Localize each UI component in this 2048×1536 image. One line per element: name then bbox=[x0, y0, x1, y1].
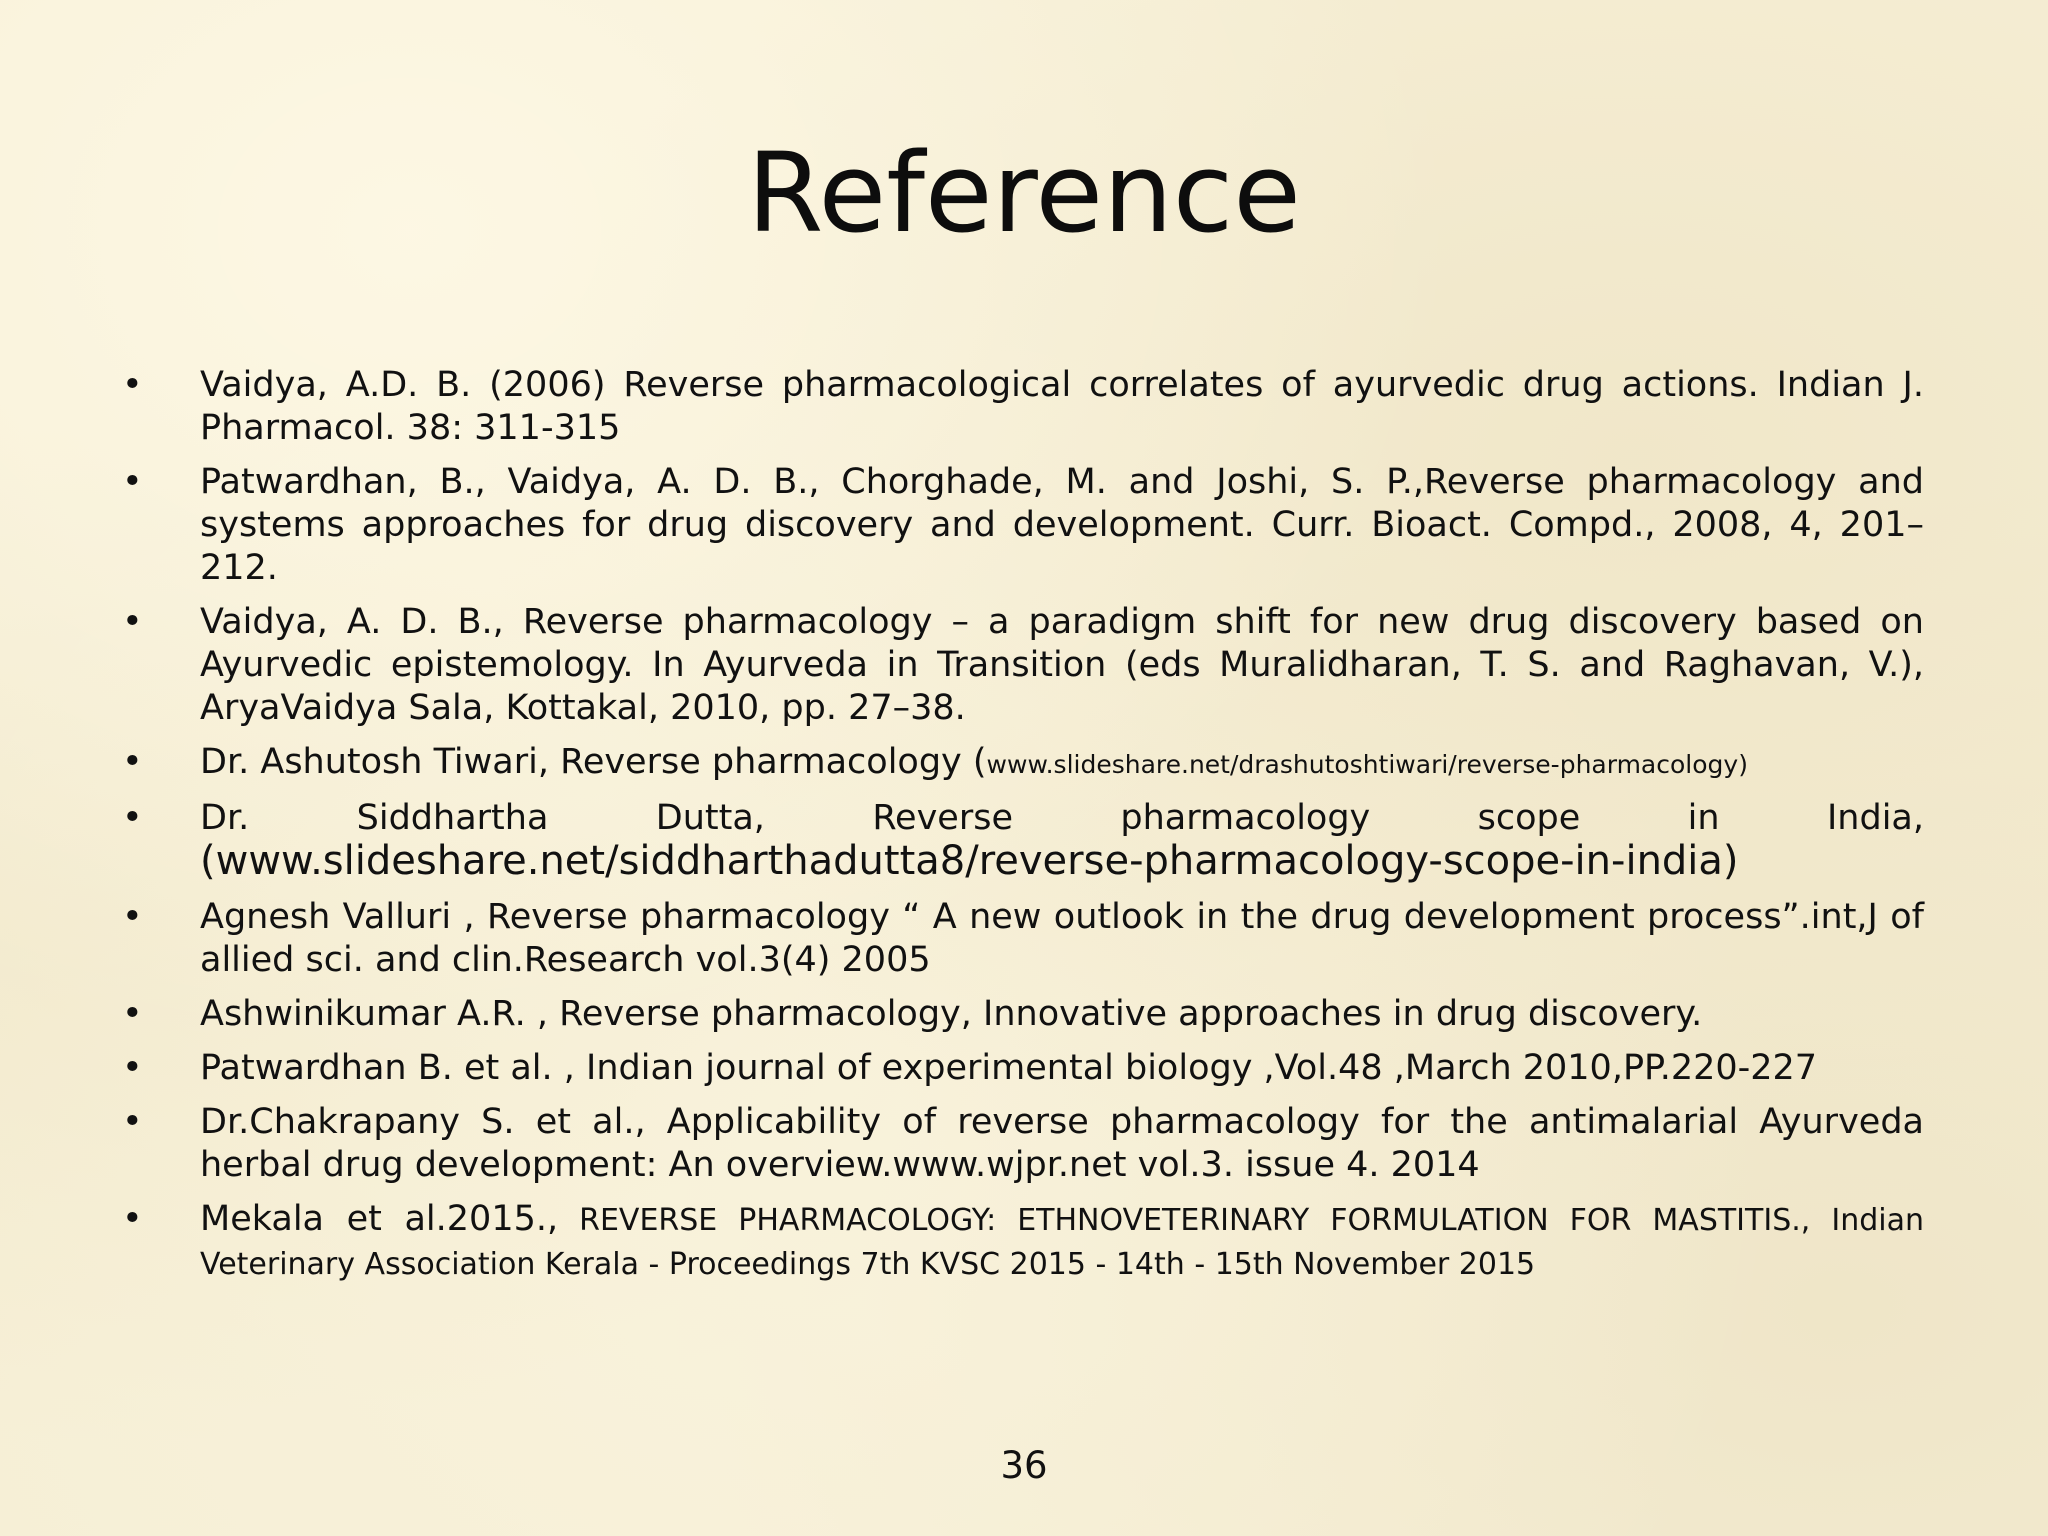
page-number: 36 bbox=[1000, 1444, 1048, 1487]
reference-link[interactable]: www.slideshare.net/drashutoshtiwari/reverse-pharmacology) bbox=[986, 750, 1748, 779]
reference-text: Dr.Chakrapany S. et al., Applicability of reverse pharmacology for the antimalarial Ayurveda herbal drug development: An overview.www.wjpr.net vol.3. issue 4. 2014 bbox=[200, 1102, 1924, 1185]
reference-text-small: REVERSE PHARMACOLOGY: ETHNOVETERINARY FORMULATION FOR MASTITIS., Indian Veterinary Association Kerala - Proceedings 7th KVSC 2015 - 14th - 15th November 2015 bbox=[200, 1203, 1924, 1282]
bullet-icon: • bbox=[122, 1102, 143, 1142]
bullet-icon: • bbox=[122, 798, 143, 838]
bullet-icon: • bbox=[122, 365, 143, 405]
bullet-icon: • bbox=[122, 602, 143, 642]
reference-text: Vaidya, A. D. B., Reverse pharmacology – a paradigm shift for new drug discovery based on Ayurvedic epistemology. In Ayurveda in Transition (eds Muralidharan, T. S. and Raghavan, V.), AryaVaidya Sala, Kottakal, 2010, pp. 27–38. bbox=[200, 602, 1924, 728]
reference-text: Patwardhan B. et al. , Indian journal of experimental biology ,Vol.48 ,March 2010,PP.220-227 bbox=[200, 1048, 1818, 1088]
reference-text: Ashwinikumar A.R. , Reverse pharmacology, Innovative approaches in drug discovery. bbox=[200, 994, 1703, 1034]
reference-text: Patwardhan, B., Vaidya, A. D. B., Chorghade, M. and Joshi, S. P.,Reverse pharmacology and systems approaches for drug discovery and development. Curr. Bioact. Compd., 2008, 4, 201–212. bbox=[200, 462, 1924, 588]
bullet-icon: • bbox=[122, 1048, 143, 1088]
reference-text: Vaidya, A.D. B. (2006) Reverse pharmacological correlates of ayurvedic drug actions. Indian J. Pharmacol. 38: 311-315 bbox=[200, 365, 1924, 448]
reference-item bbox=[120, 797, 1924, 885]
reference-text: Dr. Siddhartha Dutta, Reverse pharmacology scope in India, bbox=[200, 798, 1924, 838]
bullet-icon: • bbox=[122, 897, 143, 937]
reference-text: Mekala et al.2015., bbox=[200, 1199, 559, 1239]
bullet-icon: • bbox=[122, 462, 143, 502]
reference-text: Agnesh Valluri , Reverse pharmacology “ A new outlook in the drug development process”.int,J of allied sci. and clin.Research vol.3(4) 2005 bbox=[200, 897, 1924, 980]
bullet-icon: • bbox=[122, 742, 143, 782]
reference-item bbox=[120, 896, 1924, 982]
reference-item bbox=[120, 601, 1924, 730]
reference-text: Dr. Ashutosh Tiwari, Reverse pharmacology ( bbox=[200, 742, 987, 782]
reference-item bbox=[120, 1047, 1924, 1090]
reference-item bbox=[120, 1198, 1924, 1286]
reference-item bbox=[120, 364, 1924, 450]
reference-item bbox=[120, 993, 1924, 1036]
reference-link[interactable]: (www.slideshare.net/siddharthadutta8/reverse-pharmacology-scope-in-india) bbox=[200, 838, 1739, 884]
reference-item bbox=[120, 1101, 1924, 1187]
reference-list bbox=[120, 364, 1924, 1297]
slide-title: Reference bbox=[747, 129, 1301, 257]
reference-item bbox=[120, 461, 1924, 590]
bullet-icon: • bbox=[122, 1199, 143, 1239]
bullet-icon: • bbox=[122, 994, 143, 1034]
reference-item bbox=[120, 741, 1924, 786]
